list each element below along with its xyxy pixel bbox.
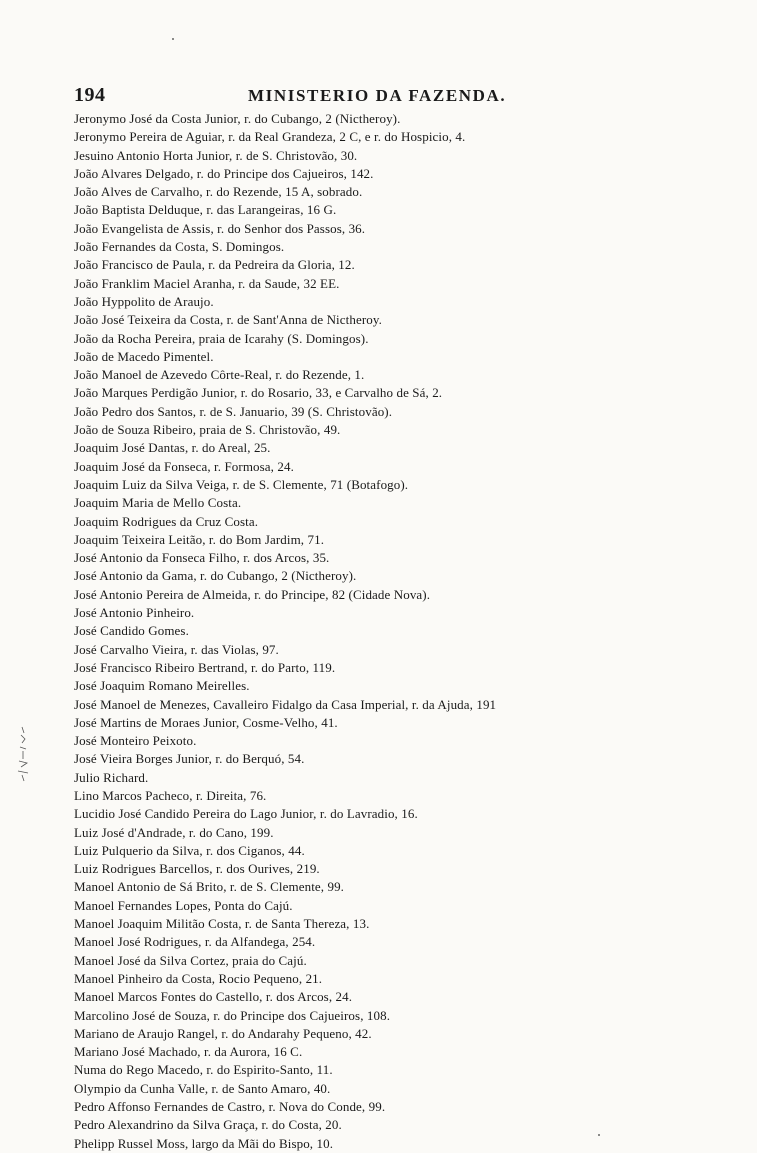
directory-entry: Phelipp Russel Moss, largo da Mãi do Bispo, 10. xyxy=(74,1135,334,1151)
directory-entry: José Carvalho Vieira, r. das Violas, 97. xyxy=(74,641,279,657)
directory-entry: Manoel Marcos Fontes do Castello, r. dos Arcos, 24. xyxy=(74,989,353,1005)
directory-entry: Joaquim José Dantas, r. do Areal, 25. xyxy=(74,440,271,456)
directory-entry: José Monteiro Peixoto. xyxy=(74,733,197,749)
directory-entry: Lino Marcos Pacheco, r. Direita, 76. xyxy=(74,787,267,803)
directory-entry: Joaquim Teixeira Leitão, r. do Bom Jardim, 71. xyxy=(74,531,325,547)
directory-entry: João de Macedo Pimentel. xyxy=(74,348,214,364)
directory-entry: João Alves de Carvalho, r. do Rezende, 15 A, sobrado. xyxy=(74,184,363,200)
directory-entry: Julio Richard. xyxy=(74,769,149,785)
directory-entry: José Antonio da Gama, r. do Cubango, 2 (Nictheroy). xyxy=(74,568,357,584)
directory-entry: Joaquim Rodrigues da Cruz Costa. xyxy=(74,513,259,529)
directory-entry: Manoel Antonio de Sá Brito, r. de S. Clemente, 99. xyxy=(74,879,345,895)
directory-entry: João da Rocha Pereira, praia de Icarahy (S. Domingos). xyxy=(74,330,369,346)
directory-entry: José Antonio Pinheiro. xyxy=(74,605,195,621)
directory-entry: João Marques Perdigão Junior, r. do Rosario, 33, e Carvalho de Sá, 2. xyxy=(74,385,443,401)
directory-entry: Jeronymo José da Costa Junior, r. do Cubango, 2 (Nictheroy). xyxy=(74,111,401,126)
directory-entry: Numa do Rego Macedo, r. do Espirito-Santo, 11. xyxy=(74,1062,333,1078)
margin-scribble xyxy=(14,725,32,785)
directory-list xyxy=(74,110,694,1153)
directory-entry: José Vieira Borges Junior, r. do Berquó, 54. xyxy=(74,751,305,767)
directory-entry: João Manoel de Azevedo Côrte-Real, r. do Rezende, 1. xyxy=(74,367,365,383)
directory-entry: Jesuino Antonio Horta Junior, r. de S. Christovão, 30. xyxy=(74,147,358,163)
directory-entry: Pedro Alexandrino da Silva Graça, r. do Costa, 20. xyxy=(74,1117,342,1133)
directory-entry: Pedro Affonso Fernandes de Castro, r. Nova do Conde, 99. xyxy=(74,1099,386,1115)
directory-entry: Marcolino José de Souza, r. do Principe dos Cajueiros, 108. xyxy=(74,1007,391,1023)
directory-entry: Mariano José Machado, r. da Aurora, 16 C. xyxy=(74,1044,303,1060)
directory-entry: João de Souza Ribeiro, praia de S. Christovão, 49. xyxy=(74,422,341,438)
directory-entry: Olympio da Cunha Valle, r. de Santo Amaro, 40. xyxy=(74,1080,331,1096)
directory-entry: Joaquim Maria de Mello Costa. xyxy=(74,495,242,511)
directory-entry: João Franklim Maciel Aranha, r. da Saude, 32 EE. xyxy=(74,275,340,291)
directory-entry: Joaquim Luiz da Silva Veiga, r. de S. Clemente, 71 (Botafogo). xyxy=(74,476,409,492)
directory-entry: Manoel Fernandes Lopes, Ponta do Cajú. xyxy=(74,897,293,913)
directory-entry: João Alvares Delgado, r. do Principe dos Cajueiros, 142. xyxy=(74,165,374,181)
directory-entry: Manoel Pinheiro da Costa, Rocio Pequeno, 21. xyxy=(74,970,323,986)
directory-entry: José Martins de Moraes Junior, Cosme-Velho, 41. xyxy=(74,714,338,730)
directory-entry: Joaquim José da Fonseca, r. Formosa, 24. xyxy=(74,458,294,474)
directory-entry: Luiz José d'Andrade, r. do Cano, 199. xyxy=(74,824,274,840)
directory-entry: Manoel José Rodrigues, r. da Alfandega, 254. xyxy=(74,934,316,950)
directory-entry: Luiz Pulquerio da Silva, r. dos Ciganos, 44. xyxy=(74,842,305,858)
directory-entry: João Fernandes da Costa, S. Domingos. xyxy=(74,239,285,255)
directory-entry: João Evangelista de Assis, r. do Senhor dos Passos, 36. xyxy=(74,220,366,236)
page-title: MINISTERIO DA FAZENDA. xyxy=(248,86,507,105)
page-header xyxy=(74,84,674,104)
page-number: 194 xyxy=(74,84,106,106)
directory-entry: José Joaquim Romano Meirelles. xyxy=(74,678,250,694)
paper-speck xyxy=(598,1134,600,1136)
directory-entry: João Baptista Delduque, r. das Larangeiras, 16 G. xyxy=(74,202,337,218)
directory-entry: Manoel Joaquim Militão Costa, r. de Santa Thereza, 13. xyxy=(74,916,370,932)
directory-entry: Luiz Rodrigues Barcellos, r. dos Ourives, 219. xyxy=(74,861,320,877)
directory-entry: Manoel José da Silva Cortez, praia do Cajú. xyxy=(74,952,307,968)
directory-entry: João Francisco de Paula, r. da Pedreira da Gloria, 12. xyxy=(74,257,355,273)
directory-entry: Jeronymo Pereira de Aguiar, r. da Real Grandeza, 2 C, e r. do Hospicio, 4. xyxy=(74,129,466,145)
directory-entry: Lucidio José Candido Pereira do Lago Junior, r. do Lavradio, 16. xyxy=(74,806,418,822)
paper-speck xyxy=(172,38,174,40)
directory-entry: João José Teixeira da Costa, r. de Sant'Anna de Nictheroy. xyxy=(74,312,382,328)
directory-entry: José Manoel de Menezes, Cavalleiro Fidalgo da Casa Imperial, r. da Ajuda, 191 xyxy=(74,696,497,712)
directory-entry: Mariano de Araujo Rangel, r. do Andarahy Pequeno, 42. xyxy=(74,1025,372,1041)
directory-entry: José Francisco Ribeiro Bertrand, r. do Parto, 119. xyxy=(74,659,336,675)
directory-entry: José Candido Gomes. xyxy=(74,623,189,639)
directory-entry: João Pedro dos Santos, r. de S. Januario, 39 (S. Christovão). xyxy=(74,403,393,419)
directory-entry: José Antonio da Fonseca Filho, r. dos Arcos, 35. xyxy=(74,550,330,566)
directory-entry: João Hyppolito de Araujo. xyxy=(74,293,214,309)
directory-entry: José Antonio Pereira de Almeida, r. do Principe, 82 (Cidade Nova). xyxy=(74,586,431,602)
